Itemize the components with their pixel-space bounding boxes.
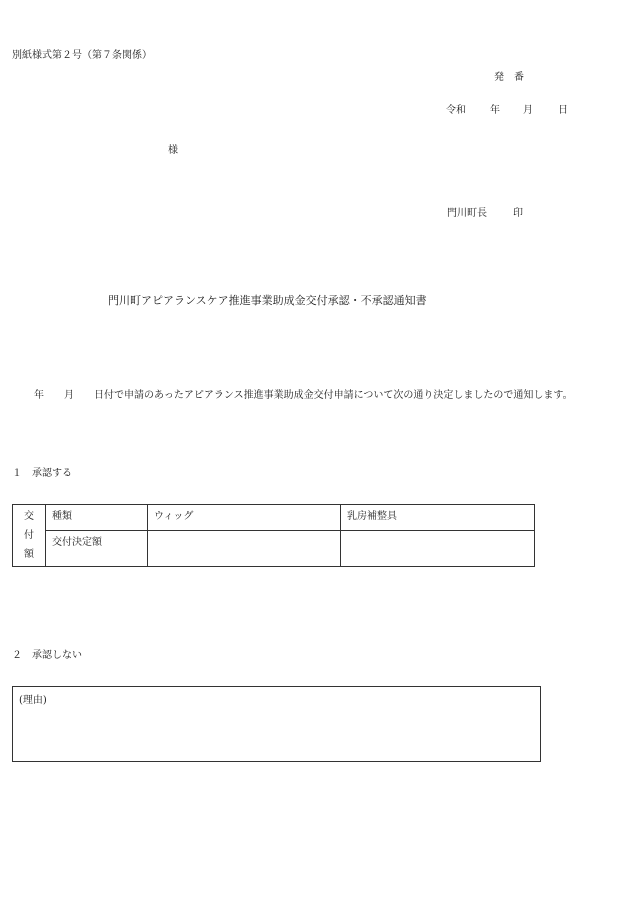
seal-mark: 印: [513, 208, 523, 219]
recipient-honorific: 様: [168, 145, 178, 156]
form-number: 別紙様式第２号（第７条関係）: [12, 50, 152, 61]
issuer-name: 門川町長: [447, 208, 487, 219]
wig-header-cell: ウィッグ: [148, 505, 341, 531]
side-char: 付: [24, 530, 34, 541]
breast-prosthesis-header-cell: 乳房補整具: [341, 505, 535, 531]
date-month: 月: [523, 105, 533, 116]
document-title: 門川町アピアランスケア推進事業助成金交付承認・不承認通知書: [108, 294, 427, 307]
issue-number: 発 番: [494, 72, 524, 83]
side-char: 交: [24, 511, 34, 522]
type-header-cell: 種類: [46, 505, 148, 531]
reason-box[interactable]: [12, 686, 541, 762]
grant-amount-table: [12, 504, 535, 567]
reason-label: (理由): [19, 695, 47, 706]
table-row: [13, 505, 535, 531]
section-reject-heading: ２ 承認しない: [12, 650, 82, 661]
date-era: 令和: [446, 105, 466, 116]
decided-amount-label: 交付決定額: [46, 530, 148, 566]
breast-prosthesis-amount-cell[interactable]: [341, 530, 535, 566]
date-year: 年: [490, 105, 500, 116]
side-char: 額: [24, 549, 34, 560]
wig-amount-cell[interactable]: [148, 530, 341, 566]
section-approve-heading: １ 承認する: [12, 468, 72, 479]
date-day: 日: [558, 105, 568, 116]
grant-side-label: [13, 505, 46, 567]
table-row: [13, 530, 535, 566]
notice-body: 年 月 日付で申請のあったアピアランス推進事業助成金交付申請について次の通り決定しましたので通知します。: [34, 390, 573, 401]
